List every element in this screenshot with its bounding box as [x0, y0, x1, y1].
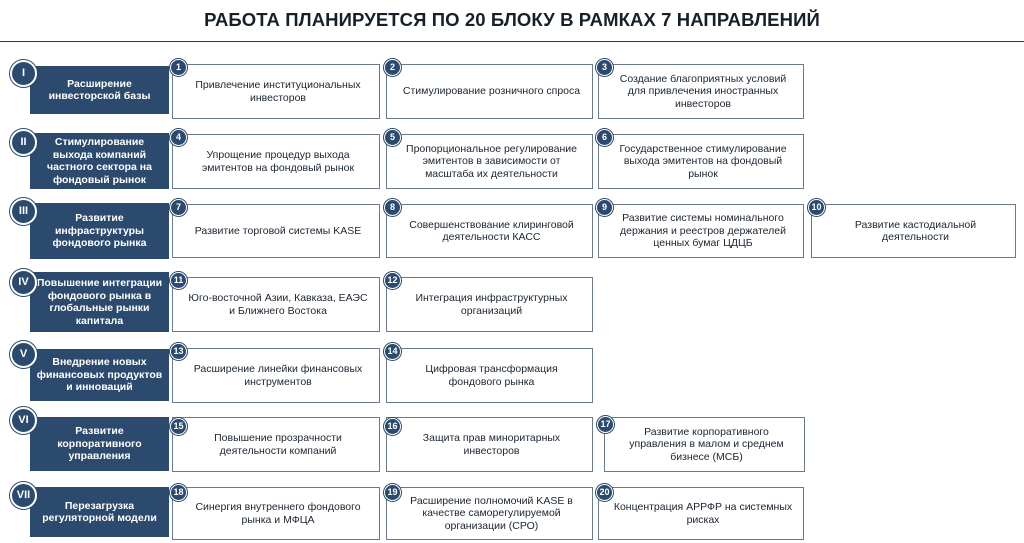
initiative-14-badge — [384, 343, 401, 360]
initiative-2-box — [386, 64, 593, 119]
page-title: РАБОТА ПЛАНИРУЕТСЯ ПО 20 БЛОКУ В РАМКАХ 7 НАПРАВЛЕНИЙ — [204, 9, 820, 30]
direction-1-box — [30, 66, 169, 114]
initiative-20-box — [598, 487, 804, 540]
initiative-4-box — [172, 134, 380, 189]
initiative-8-label: Совершенствование клиринговой деятельности КАСС — [409, 218, 574, 243]
initiative-18-label: Синергия внутреннего фондового рынка и МФЦА — [195, 501, 361, 526]
title-divider — [0, 41, 1024, 42]
direction-7-label: Перезагрузка регуляторной модели — [42, 499, 157, 524]
direction-3-box — [30, 203, 169, 259]
initiative-2-badge — [384, 59, 401, 76]
direction-6-numeral: VI — [18, 414, 29, 426]
initiative-17-label: Развитие корпоративного управления в малом и среднем бизнесе (МСБ) — [629, 425, 784, 463]
initiative-10-badge — [808, 199, 825, 216]
initiative-1-number: 1 — [175, 62, 181, 72]
initiative-2-number: 2 — [389, 62, 395, 72]
initiative-8-number: 8 — [389, 202, 395, 212]
initiative-3-number: 3 — [601, 62, 607, 72]
initiative-3-label: Создание благоприятных условий для привлечения иностранных инвесторов — [619, 72, 787, 110]
initiative-13-badge — [170, 343, 187, 360]
initiative-16-badge — [384, 418, 401, 435]
direction-4-badge — [10, 269, 37, 296]
initiative-16-box — [386, 417, 593, 472]
initiative-6-label: Государственное стимулирование выхода эмитентов на фондовый рынок — [619, 142, 787, 180]
initiative-15-label: Повышение прозрачности деятельности компаний — [214, 432, 342, 457]
initiative-17-badge — [597, 416, 614, 433]
initiative-14-box — [386, 348, 593, 403]
direction-7-box — [30, 487, 169, 537]
initiative-13-label: Расширение линейки финансовых инструментов — [193, 363, 363, 388]
initiative-3-badge — [596, 59, 613, 76]
direction-1-numeral: I — [21, 67, 26, 79]
direction-2-box — [30, 133, 169, 189]
initiative-15-badge — [170, 418, 187, 435]
direction-4-numeral: IV — [18, 276, 29, 288]
direction-4-box — [30, 272, 169, 332]
initiative-12-label: Интеграция инфраструктурных организаций — [415, 292, 568, 317]
initiative-6-number: 6 — [601, 132, 607, 142]
initiative-16-label: Защита прав миноритарных инвесторов — [422, 432, 561, 457]
direction-2-numeral: II — [20, 136, 27, 148]
initiative-17-box — [604, 417, 805, 472]
initiative-14-label: Цифровая трансформация фондового рынка — [425, 363, 558, 388]
initiative-1-box — [172, 64, 380, 119]
initiative-1-badge — [170, 59, 187, 76]
initiative-13-box — [172, 348, 380, 403]
initiative-19-box — [386, 487, 593, 540]
direction-2-badge — [10, 129, 37, 156]
initiative-16-number: 16 — [387, 421, 398, 431]
direction-4-label: Повышение интеграции фондового рынка в глобальные рынки капитала — [36, 277, 163, 327]
initiative-7-label: Развитие торговой системы KASE — [194, 224, 362, 237]
initiative-10-label: Развитие кастодиальной деятельности — [854, 218, 977, 243]
initiative-4-badge — [170, 129, 187, 146]
initiative-3-box — [598, 64, 804, 119]
direction-5-label: Внедрение новых финансовых продуктов и инноваций — [36, 356, 163, 394]
initiative-12-number: 12 — [387, 275, 398, 285]
initiative-4-label: Упрощение процедур выхода эмитентов на фондовый рынок — [201, 149, 355, 174]
initiative-18-badge — [170, 484, 187, 501]
direction-6-badge — [10, 407, 37, 434]
direction-5-numeral: V — [19, 348, 28, 360]
initiative-11-badge — [170, 272, 187, 289]
initiative-20-number: 20 — [599, 487, 610, 497]
initiative-9-box — [598, 204, 804, 258]
initiative-13-number: 13 — [173, 346, 184, 356]
direction-3-badge — [10, 198, 37, 225]
initiative-7-number: 7 — [175, 202, 181, 212]
direction-3-label: Развитие инфраструктуры фондового рынка — [52, 212, 147, 250]
initiative-2-label: Стимулирование розничного спроса — [402, 85, 581, 98]
initiative-15-number: 15 — [173, 421, 184, 431]
direction-2-label: Стимулирование выхода компаний частного сектора на фондовый рынок — [47, 136, 152, 186]
initiative-17-number: 17 — [600, 419, 611, 429]
initiative-9-badge — [596, 199, 613, 216]
initiative-6-box — [598, 134, 804, 189]
initiative-14-number: 14 — [387, 346, 398, 356]
direction-7-numeral: VII — [16, 489, 31, 501]
initiative-20-badge — [596, 484, 613, 501]
initiative-18-box — [172, 487, 380, 540]
initiative-11-number: 11 — [173, 275, 184, 285]
direction-5-badge — [10, 341, 37, 368]
direction-7-badge — [10, 482, 37, 509]
initiative-11-box — [172, 277, 380, 332]
initiative-1-label: Привлечение институциональных инвесторов — [195, 79, 361, 104]
direction-1-label: Расширение инвесторской базы — [48, 77, 151, 102]
initiative-5-label: Пропорциональное регулирование эмитентов в зависимости от масштаба их деятельности — [406, 142, 577, 180]
initiative-19-label: Расширение полномочий KASE в качестве саморегулируемой организации (СРО) — [410, 494, 573, 532]
initiative-19-number: 19 — [387, 487, 398, 497]
initiative-7-badge — [170, 199, 187, 216]
direction-6-box — [30, 417, 169, 471]
initiative-9-number: 9 — [601, 202, 607, 212]
direction-1-badge — [10, 60, 37, 87]
initiative-20-label: Концентрация АРРФР на системных рисках — [613, 501, 793, 526]
initiative-5-badge — [384, 129, 401, 146]
direction-6-label: Развитие корпоративного управления — [57, 425, 142, 463]
initiative-5-number: 5 — [389, 132, 395, 142]
initiative-5-box — [386, 134, 593, 189]
initiative-8-box — [386, 204, 593, 258]
initiative-9-label: Развитие системы номинального держания и реестров держателей ценных бумаг ЦДЦБ — [620, 212, 786, 250]
initiative-10-number: 10 — [811, 202, 822, 212]
initiative-7-box — [172, 204, 380, 258]
initiative-6-badge — [596, 129, 613, 146]
initiative-11-label: Юго-восточной Азии, Кавказа, ЕАЭС и Ближнего Востока — [188, 292, 368, 317]
initiative-19-badge — [384, 484, 401, 501]
initiative-18-number: 18 — [173, 487, 184, 497]
initiative-12-badge — [384, 272, 401, 289]
initiative-4-number: 4 — [175, 132, 181, 142]
initiative-15-box — [172, 417, 380, 472]
direction-5-box — [30, 349, 169, 401]
initiative-10-box — [811, 204, 1016, 258]
direction-3-numeral: III — [18, 205, 29, 217]
initiative-8-badge — [384, 199, 401, 216]
initiative-12-box — [386, 277, 593, 332]
